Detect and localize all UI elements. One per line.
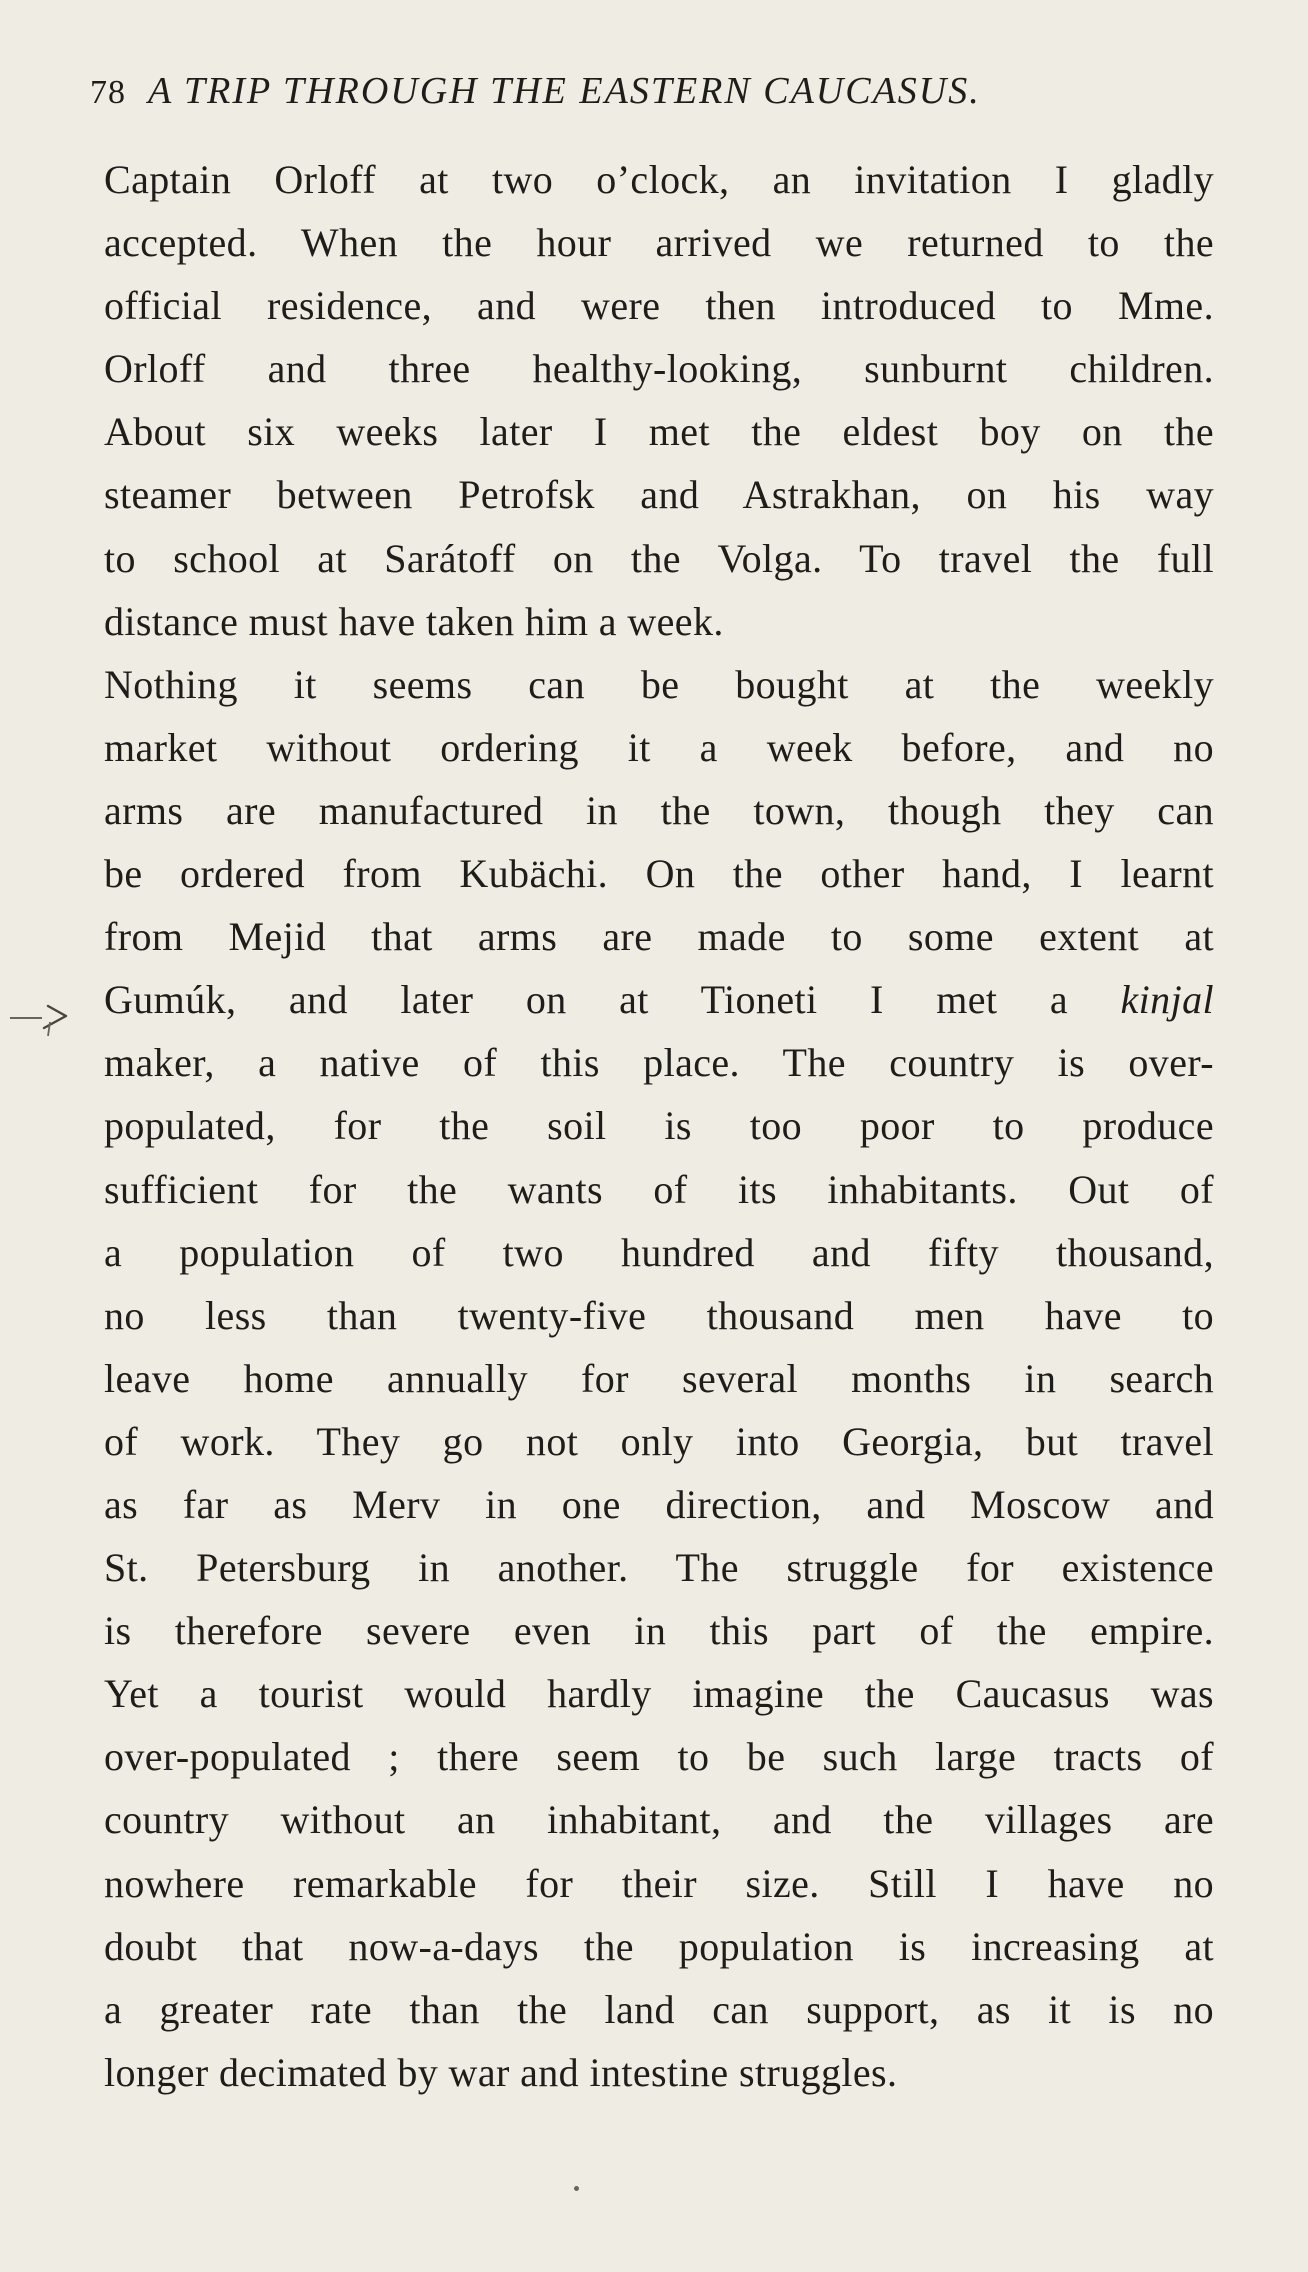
text-line xyxy=(104,463,1214,526)
text-line xyxy=(104,211,1214,274)
running-head xyxy=(90,66,1220,116)
line-text: a population of two hundred and fifty thousand, xyxy=(104,1229,1214,1275)
line-text: populated, for the soil is too poor to produce xyxy=(104,1103,1214,1149)
text-line xyxy=(104,1031,1214,1094)
text-line xyxy=(104,842,1214,905)
line-text: Nothing it seems can be bought at the weekly xyxy=(104,661,1214,707)
text-line xyxy=(104,716,1214,779)
text-line xyxy=(104,274,1214,337)
line-text: no less than twenty-five thousand men have to xyxy=(104,1292,1214,1338)
line-text: doubt that now-a-days the population is increasing at xyxy=(104,1923,1214,1969)
body-text xyxy=(104,148,1214,2104)
text-line xyxy=(104,1410,1214,1473)
italic-term: kinjal xyxy=(1120,977,1214,1023)
text-line xyxy=(104,1094,1214,1157)
text-line xyxy=(104,337,1214,400)
line-text: leave home annually for several months in search xyxy=(104,1355,1214,1401)
running-head-title: A TRIP THROUGH THE EASTERN CAUCASUS. xyxy=(148,70,981,112)
line-text: steamer between Petrofsk and Astrakhan, on his way xyxy=(104,472,1214,518)
line-text: as far as Merv in one direction, and Moscow and xyxy=(104,1481,1214,1527)
line-text: official residence, and were then introduced to Mme. xyxy=(104,283,1214,329)
line-text: Orloff and three healthy-looking, sunburnt children. xyxy=(104,346,1214,392)
text-line xyxy=(104,148,1214,211)
line-text: to school at Sarátoff on the Volga. To travel the full xyxy=(104,535,1214,581)
line-text: longer decimated by war and intestine struggles. xyxy=(104,2049,898,2095)
line-text: sufficient for the wants of its inhabitants. Out of xyxy=(104,1166,1214,1212)
line-text: Captain Orloff at two o’clock, an invitation I gladly xyxy=(104,157,1214,202)
line-text: Yet a tourist would hardly imagine the Caucasus was xyxy=(104,1671,1214,1717)
text-line xyxy=(104,590,1214,653)
ink-speck xyxy=(574,2186,579,2191)
text-line xyxy=(104,1662,1214,1725)
line-text: over-populated ; there seem to be such large tracts of xyxy=(104,1734,1214,1780)
text-line xyxy=(104,527,1214,590)
line-text: nowhere remarkable for their size. Still I have no xyxy=(104,1860,1214,1906)
line-text: of work. They go not only into Georgia, but travel xyxy=(104,1418,1214,1464)
line-text: About six weeks later I met the eldest boy on the xyxy=(104,409,1214,455)
text-line xyxy=(104,1978,1214,2041)
page-number: 78 xyxy=(90,74,126,111)
line-text: St. Petersburg in another. The struggle for existence xyxy=(104,1545,1214,1591)
text-line xyxy=(104,1852,1214,1915)
text-line xyxy=(104,1473,1214,1536)
text-line xyxy=(104,1221,1214,1284)
line-text: is therefore severe even in this part of the empire. xyxy=(104,1608,1214,1654)
arrow-right-icon xyxy=(8,982,98,1038)
line-text: market without ordering it a week before, and no xyxy=(104,724,1214,770)
text-line xyxy=(104,1536,1214,1599)
line-text: from Mejid that arms are made to some extent at xyxy=(104,914,1214,960)
line-text: accepted. When the hour arrived we returned to the xyxy=(104,220,1214,266)
line-text: a greater rate than the land can support, as it is no xyxy=(104,1986,1214,2032)
text-line xyxy=(104,1599,1214,1662)
text-line xyxy=(104,905,1214,968)
text-line xyxy=(104,2041,1214,2104)
text-line xyxy=(104,653,1214,716)
line-text: be ordered from Kubächi. On the other hand, I learnt xyxy=(104,851,1214,897)
text-line xyxy=(104,1158,1214,1221)
line-text: distance must have taken him a week. xyxy=(104,598,724,644)
line-text: maker, a native of this place. The country is over- xyxy=(104,1040,1214,1086)
text-line xyxy=(104,1788,1214,1851)
line-text: country without an inhabitant, and the villages are xyxy=(104,1797,1214,1843)
text-line xyxy=(104,1284,1214,1347)
text-line xyxy=(104,1915,1214,1978)
text-line xyxy=(104,1347,1214,1410)
text-line xyxy=(104,400,1214,463)
line-text: arms are manufactured in the town, though they can xyxy=(104,787,1214,833)
text-line xyxy=(104,1725,1214,1788)
line-text: Gumúk, and later on at Tioneti I met a xyxy=(104,977,1121,1023)
text-line xyxy=(104,779,1214,842)
text-line xyxy=(104,968,1214,1031)
